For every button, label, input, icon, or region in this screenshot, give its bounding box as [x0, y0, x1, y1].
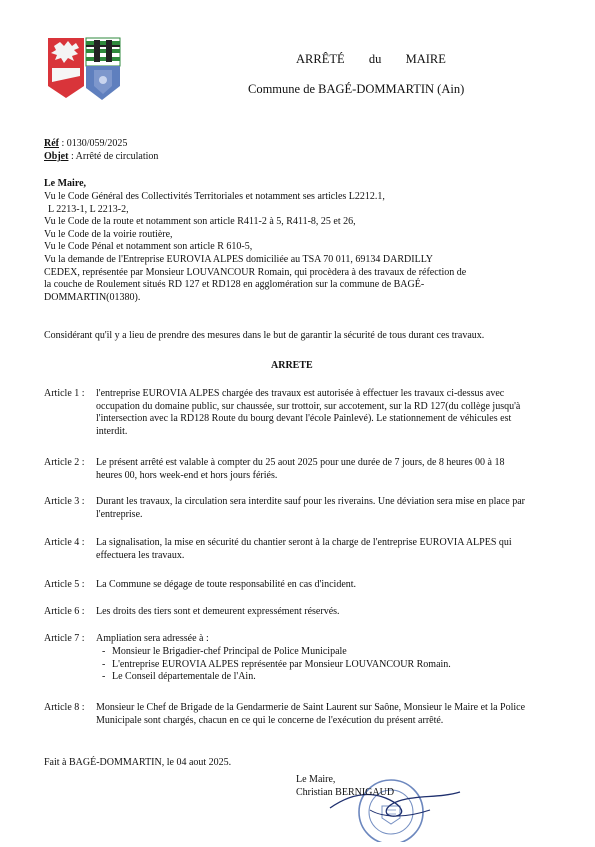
- visa-line: CEDEX, représentée par Monsieur LOUVANCOUR Romain, qui procèdera à des travaux de réfection de: [44, 266, 467, 278]
- signature-name: Christian BERNIGAUD: [296, 787, 395, 798]
- header-commune: Commune de BAGÉ-DOMMARTIN (Ain): [248, 82, 465, 96]
- visa-line: Vu le Code de la voirie routière,: [44, 228, 173, 240]
- object-value: : Arrêté de circulation: [70, 151, 159, 162]
- article-8-label: Article 8 :: [44, 702, 85, 713]
- reference-line: [44, 138, 127, 151]
- article-7-label: Article 7 :: [44, 633, 85, 644]
- visa-line: Vu le Code Général des Collectivités Territoriales et notamment ses articles L2212.1,: [44, 191, 385, 202]
- header-maire: MAIRE: [405, 52, 446, 66]
- considerant-paragraph: Considérant qu'il y a lieu de prendre des mesures dans le but de garantir la sécurité de tous durant ces travaux.: [44, 330, 485, 341]
- visa-line: L 2213-1, L 2213-2,: [48, 203, 129, 215]
- article-2-text: Le présent arrêté est valable à compter du 25 aout 2025 pour une durée de 7 jours, de 8 heures 00 à 18 heures 00, hors week-end et hors jours fériés.: [96, 457, 505, 481]
- article-1-label: Article 1 :: [44, 388, 85, 399]
- ampliation-item: - Monsieur le Brigadier-chef Principal de Police Municipale: [100, 646, 540, 659]
- header-arrete: ARRÊTÉ: [296, 52, 345, 66]
- commune-coat-of-arms: [46, 36, 122, 102]
- visa-line: la couche de Roulement situés RD 127 et RD128 en agglomération sur la commune de BAGÉ-: [44, 279, 425, 291]
- signature-title: Le Maire,: [296, 774, 336, 785]
- article-6-label: Article 6 :: [44, 606, 85, 617]
- header-du: du: [368, 52, 382, 66]
- article-3-label: Article 3 :: [44, 496, 85, 507]
- ampliation-item: - L'entreprise EUROVIA ALPES représentée par Monsieur LOUVANCOUR Romain.: [100, 659, 540, 672]
- reference-label: Réf: [44, 138, 59, 149]
- visa-line: Vu la demande de l'Entreprise EUROVIA ALPES domiciliée au TSA 70 011, 69134 DARDILLY: [44, 253, 434, 265]
- fait-a-line: Fait à BAGÉ-DOMMARTIN, le 04 aout 2025.: [44, 757, 232, 768]
- article-5-text: La Commune se dégage de toute responsabilité en cas d'incident.: [96, 579, 357, 590]
- visas-block: [44, 191, 554, 304]
- reference-value: : 0130/059/2025: [61, 138, 128, 149]
- article-4-text: La signalisation, la mise en sécurité du chantier seront à la charge de l'entreprise EUROVIA ALPES qui effectuera les travaux.: [96, 537, 512, 561]
- article-2-label: Article 2 :: [44, 457, 85, 468]
- object-label: Objet: [44, 151, 69, 162]
- visa-line: Vu le Code Pénal et notamment son article R 610-5,: [44, 241, 253, 253]
- visa-line: DOMMARTIN(01380).: [44, 291, 141, 303]
- article-3-text: Durant les travaux, la circulation sera interdite sauf pour les riverains. Une déviation sera mise en place par l'entreprise.: [96, 496, 525, 520]
- object-line: [44, 151, 158, 164]
- article-8-text: Monsieur le Chef de Brigade de la Gendarmerie de Saint Laurent sur Saône, Monsieur le Maire et la Police Municipale sont chargés, chacun en ce qui le concerne de l'exécution du présent arrêté.: [96, 702, 526, 726]
- ampliation-list: [100, 646, 540, 684]
- article-7-text: Ampliation sera adressée à :: [96, 633, 209, 644]
- le-maire-heading: Le Maire,: [44, 178, 87, 189]
- article-6-text: Les droits des tiers sont et demeurent expressément réservés.: [96, 606, 340, 617]
- visa-line: Vu le Code de la route et notamment son article R411-2 à 5, R411-8, 25 et 26,: [44, 216, 356, 228]
- ampliation-item: - Le Conseil départementale de l'Ain.: [100, 671, 540, 684]
- header-title: [296, 52, 446, 67]
- article-1-text: l'entreprise EUROVIA ALPES chargée des travaux est autorisée à effectuer les travaux ci-dessus avec occupation du domaine public, sur chaussée, sur trottoir, sur accotement, sur la RD 127(du collège jusqu'à l'intersection avec la RD128 Route du bourg devant l'école Painlevé). Le stationnement de véhicules est interdit.: [96, 388, 521, 437]
- arrete-heading: ARRETE: [271, 360, 313, 371]
- article-5-label: Article 5 :: [44, 579, 85, 590]
- article-4-label: Article 4 :: [44, 537, 85, 548]
